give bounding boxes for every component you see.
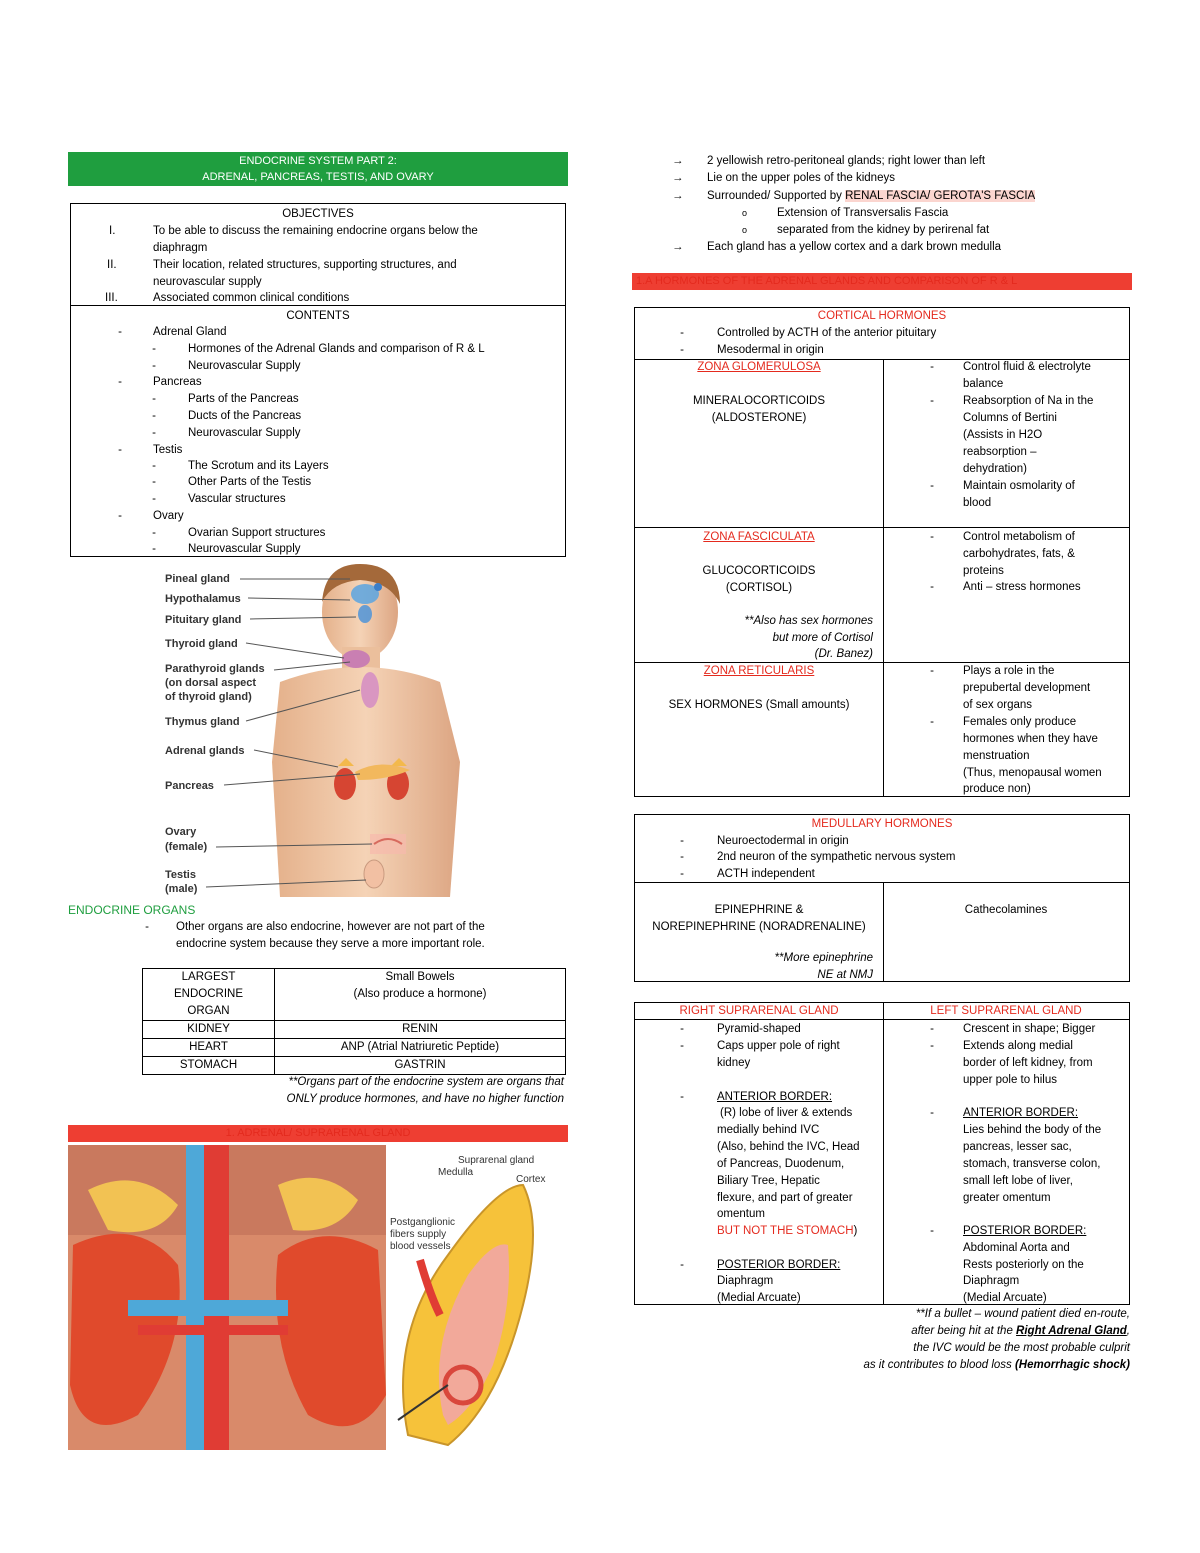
fasciculata-b1-2: carbohydrates, fats, & (963, 548, 1075, 560)
right-ant-1: (R) lobe of liver & extends (720, 1107, 853, 1119)
right-ant-6: flexure, and part of greater (717, 1192, 853, 1204)
final-note-4a: as it contributes to blood loss (863, 1359, 1015, 1371)
fig1-label-thyroid: Thyroid gland (165, 638, 238, 650)
fig1-label-pancreas: Pancreas (165, 780, 214, 792)
table-head-left-3: ORGAN (187, 1005, 230, 1017)
left-posterior-title: POSTERIOR BORDER: (963, 1225, 1087, 1237)
contents-ovary-sub-2: Neurovascular Supply (188, 543, 301, 555)
contents-pancreas: Pancreas (153, 376, 202, 388)
reticularis-b1-3: of sex organs (963, 699, 1033, 711)
reticularis-b2-3: menstruation (963, 750, 1030, 762)
intro-line-3a: Surrounded/ Supported by (707, 190, 842, 202)
contents-pancreas-sub-2: Ducts of the Pancreas (188, 410, 302, 422)
intro-line-5: separated from the kidney by perirenal fat (777, 224, 990, 236)
objective-num-2: II. (107, 259, 117, 271)
objective-num-3: III. (105, 292, 118, 304)
left-post-4: (Medial Arcuate) (963, 1292, 1047, 1304)
fig1-label-ovary: Ovary (165, 826, 197, 838)
fig2-label-cortex: Cortex (516, 1174, 546, 1185)
contents-adrenal: Adrenal Gland (153, 326, 227, 338)
left-ant-1: Lies behind the body of the (963, 1124, 1102, 1136)
glomerulosa-b3-1: Maintain osmolarity of (963, 480, 1075, 492)
table-head-left-1: LARGEST (181, 971, 236, 983)
contents-pancreas-sub-1: Parts of the Pancreas (188, 393, 299, 405)
right-b1: Pyramid-shaped (717, 1023, 801, 1035)
section-1a-banner (632, 273, 1132, 290)
title-banner (68, 152, 568, 186)
fig1-label-parathyroid-3: of thyroid gland) (165, 691, 252, 703)
fasciculata-b1-1: Control metabolism of (963, 531, 1075, 543)
right-post-1: Diaphragm (717, 1275, 774, 1287)
left-post-3: Diaphragm (963, 1275, 1020, 1287)
table-row-hormone: RENIN (275, 1021, 566, 1039)
contents-ovary-sub-1: Ovarian Support structures (188, 527, 326, 539)
right-ant-3: (Also, behind the IVC, Head (717, 1141, 860, 1153)
glomerulosa-b2-3: (Assists in H2O (963, 429, 1043, 441)
fig2-label-vessels: blood vessels (390, 1241, 451, 1252)
table-row-organ: KIDNEY (143, 1021, 275, 1039)
table-row-organ: STOMACH (143, 1057, 275, 1075)
zona-reticularis-title: ZONA RETICULARIS (703, 665, 815, 677)
fasciculata-note-1: **Also has sex hormones (744, 615, 873, 627)
right-anterior-title: ANTERIOR BORDER: (717, 1091, 833, 1103)
right-b2-2: kidney (717, 1057, 751, 1069)
section-1a-title: 1.A HORMONES OF THE ADRENAL GLANDS AND COMPARISON OF R & L (636, 275, 1018, 287)
fig1-label-parathyroid: Parathyroid glands (165, 663, 265, 675)
fig1-label-pineal: Pineal gland (165, 573, 230, 585)
objectives-contents-box: OBJECTIVES I. To be able to discuss the remaining endocrine organs below the diaphragm II. Their location, related structures, supporting structures, and neurovascular supply III. Associated common clinical conditions CONTENTS - Adrenal Gland - Hormones of the Adrenal Glands and comparison of R & L - Neurovascular Supply - Pancreas - Parts of the Pancreas - Ducts of the Pancreas - Neurovascular Supply - Testis - The Scrotum and its Layers - Other Parts of the Testis - Vascular structures - Ovary - Ovarian Support structures - Neurovascular Supply (70, 203, 566, 557)
left-ant-2: pancreas, lesser sac, (963, 1141, 1072, 1153)
title-line-1: ENDOCRINE SYSTEM PART 2: (239, 155, 397, 167)
largest-organ-table (142, 968, 566, 1075)
fig1-label-parathyroid-2: (on dorsal aspect (165, 677, 257, 689)
title-line-2: ADRENAL, PANCREAS, TESTIS, AND OVARY (202, 171, 434, 183)
fig2-label-medulla: Medulla (438, 1167, 474, 1178)
endocrine-organs-text-2: endocrine system because they serve a more important role. (176, 938, 485, 950)
right-suprarenal-title: RIGHT SUPRARENAL GLAND (679, 1005, 839, 1017)
cathecolamines: Cathecolamines (964, 904, 1048, 916)
endocrine-body-figure (160, 562, 460, 897)
gerota-fascia-highlight: RENAL FASCIA/ GEROTA'S FASCIA (845, 190, 1036, 202)
contents-heading: CONTENTS (286, 310, 350, 322)
reticularis-b1-1: Plays a role in the (963, 665, 1055, 677)
left-ant-3: stomach, transverse colon, (963, 1158, 1101, 1170)
objective-2-line-1: Their location, related structures, supporting structures, and (153, 259, 457, 271)
intro-line-3 (707, 188, 1035, 205)
fig1-label-adrenal: Adrenal glands (165, 745, 245, 757)
table-row-hormone: GASTRIN (275, 1057, 566, 1075)
medullary-bullet-3: ACTH independent (717, 868, 815, 880)
reticularis-b1-2: prepubertal development (963, 682, 1091, 694)
right-ant-4: of Pancreas, Duodenum, (717, 1158, 845, 1170)
objective-1-line-2: diaphragm (153, 242, 208, 254)
zona-glomerulosa-title: ZONA GLOMERULOSA (697, 361, 821, 373)
fig1-label-female: (female) (165, 841, 208, 853)
medullary-hormones-table: MEDULLARY HORMONES - Neuroectodermal in origin - 2nd neuron of the sympathetic nervous system - ACTH independent EPINEPHRINE & NOREPINEPHRINE (NORADRENALINE) **More epinephrine NE at NMJ Cathecolamines (634, 814, 1130, 982)
contents-testis-sub-3: Vascular structures (188, 493, 286, 505)
table-head-right-1: Small Bowels (385, 971, 455, 983)
suprarenal-comparison-table: RIGHT SUPRARENAL GLAND LEFT SUPRARENAL GLAND - Pyramid-shaped - Caps upper pole of right kidney - ANTERIOR BORDER: (R) lobe of liver & extends medially behind IVC (Also, behind the IVC, Head of Pancreas, Duodenum, Biliary Tree, Hepatic flexure, and part of greater omentum BUT NOT THE STOMACH) - POSTERIOR BORDER: Diaphragm (Medial Arcuate) - Crescent in shape; Bigger - Extends along medial border of left kidney, from upper pole to hilus - ANTERIOR BORDER: Lies behind the body of the pancreas, lesser sac, stomach, transverse colon, small left lobe of liver, greater omentum - POSTERIOR BORDER: Abdominal Aorta and Rests posteriorly on the Diaphragm (Medial Arcuate) (634, 1002, 1130, 1305)
medullary-bullet-1: Neuroectodermal in origin (717, 835, 849, 847)
objective-1-line-1: To be able to discuss the remaining endocrine organs below the (153, 225, 478, 237)
section-1-banner (68, 1125, 568, 1142)
fig1-label-male: (male) (165, 883, 198, 895)
glomerulosa-b1-2: balance (963, 378, 1004, 390)
fig2-label-postganglionic: Postganglionic (390, 1217, 456, 1228)
right-ant-7: omentum (717, 1208, 765, 1220)
not-the-stomach: BUT NOT THE STOMACH (717, 1225, 854, 1237)
glomerulosa-b2-1: Reabsorption of Na in the (963, 395, 1094, 407)
sex-hormones: SEX HORMONES (Small amounts) (668, 699, 850, 711)
cortisol: (CORTISOL) (725, 582, 793, 594)
organs-note-2: ONLY produce hormones, and have no higher function (286, 1093, 564, 1105)
left-anterior-title: ANTERIOR BORDER: (963, 1107, 1079, 1119)
table-head-right-2: (Also produce a hormone) (353, 988, 487, 1000)
mineralocorticoids: MINERALOCORTICOIDS (692, 395, 826, 407)
left-post-2: Rests posteriorly on the (963, 1259, 1084, 1271)
table-row-organ: HEART (143, 1039, 275, 1057)
cortical-hormones-table: CORTICAL HORMONES - Controlled by ACTH of the anterior pituitary - Mesodermal in origin ZONA GLOMERULOSA MINERALOCORTICOIDS (ALDOSTERONE) - Control fluid & electrolyte balance - Reabsorption of Na in the Columns of Bertini (Assists in H2O reabsorption – dehydration) - Maintain osmolarity of blood ZONA FASCICULATA GLUCOCORTICOIDS (CORTISOL) **Also has sex hormones but more of Cortisol (Dr. Banez) - Control metabolism of carbohydrates, fats, & proteins - Anti – stress hormones ZONA RETICULARIS SEX HORMONES (Small amounts) - Plays a role in the prepubertal development of sex organs - Females only produce hormones when they have menstruation (Thus, menopausal women produce non) (634, 307, 1130, 797)
right-b2-1: Caps upper pole of right (717, 1040, 840, 1052)
reticularis-b2-5: produce non) (963, 783, 1031, 795)
aldosterone: (ALDOSTERONE) (711, 412, 807, 424)
cortical-bullet-1: Controlled by ACTH of the anterior pituitary (717, 327, 937, 339)
final-note-4 (863, 1357, 1130, 1374)
glomerulosa-b2-5: dehydration) (963, 463, 1027, 475)
fasciculata-note-3: (Dr. Banez) (814, 648, 873, 660)
final-note-3: the IVC would be the most probable culprit (913, 1342, 1130, 1354)
intro-line-2: Lie on the upper poles of the kidneys (707, 172, 895, 184)
fig2-label-fibers: fibers supply (390, 1229, 447, 1240)
zona-fasciculata-title: ZONA FASCICULATA (703, 531, 815, 543)
glomerulosa-b3-2: blood (963, 497, 992, 509)
left-b2-1: Extends along medial (963, 1040, 1073, 1052)
right-adrenal-gland-emph: Right Adrenal Gland (1016, 1325, 1127, 1337)
fasciculata-b2-1: Anti – stress hormones (963, 581, 1081, 593)
medullary-left-1: EPINEPHRINE & (714, 904, 804, 916)
contents-testis-sub-2: Other Parts of the Testis (188, 476, 312, 488)
glucocorticoids: GLUCOCORTICOIDS (702, 565, 816, 577)
section-1-title: 1. ADRENAL/ SUPRARENAL GLAND (225, 1127, 411, 1139)
organs-note-1: **Organs part of the endocrine system are organs that (288, 1076, 564, 1088)
medullary-note-2: NE at NMJ (817, 969, 873, 981)
contents-testis-sub-1: The Scrotum and its Layers (188, 460, 329, 472)
contents-adrenal-sub-2: Neurovascular Supply (188, 360, 301, 372)
final-note-2 (911, 1323, 1130, 1340)
final-note-2c: , (1126, 1325, 1130, 1337)
endocrine-organs-heading: ENDOCRINE ORGANS (68, 903, 196, 917)
left-ant-5: greater omentum (963, 1192, 1051, 1204)
contents-testis: Testis (153, 444, 183, 456)
right-ant-5: Biliary Tree, Hepatic (717, 1175, 820, 1187)
glomerulosa-b2-2: Columns of Bertini (963, 412, 1057, 424)
fig1-label-pituitary: Pituitary gland (165, 614, 242, 626)
reticularis-b2-4: (Thus, menopausal women (963, 767, 1102, 779)
left-b2-3: upper pole to hilus (963, 1074, 1057, 1086)
contents-adrenal-sub-1: Hormones of the Adrenal Glands and comparison of R & L (188, 343, 485, 355)
medullary-left-2: NOREPINEPHRINE (NORADRENALINE) (652, 921, 866, 933)
right-ant-2: medially behind IVC (717, 1124, 820, 1136)
fasciculata-note-2: but more of Cortisol (772, 632, 873, 644)
cortical-heading: CORTICAL HORMONES (817, 310, 947, 322)
left-suprarenal-title: LEFT SUPRARENAL GLAND (930, 1005, 1082, 1017)
cortical-bullet-2: Mesodermal in origin (717, 344, 824, 356)
hemorrhagic-shock: (Hemorrhagic shock) (1014, 1359, 1130, 1371)
left-post-1: Abdominal Aorta and (963, 1242, 1070, 1254)
table-row-hormone: ANP (Atrial Natriuretic Peptide) (275, 1039, 566, 1057)
kidney-anatomy-figure (68, 1145, 551, 1450)
contents-pancreas-sub-3: Neurovascular Supply (188, 427, 301, 439)
objective-num-1: I. (109, 225, 116, 237)
medullary-bullet-2: 2nd neuron of the sympathetic nervous system (717, 851, 956, 863)
final-note-2a: after being hit at the (911, 1325, 1017, 1337)
final-note-1: **If a bullet – wound patient died en-route, (915, 1308, 1130, 1320)
fasciculata-b1-3: proteins (963, 565, 1004, 577)
medullary-heading: MEDULLARY HORMONES (811, 818, 953, 830)
right-posterior-title: POSTERIOR BORDER: (717, 1259, 841, 1271)
fig2-label-suprarenal: Suprarenal gland (458, 1155, 535, 1166)
reticularis-b2-1: Females only produce (963, 716, 1077, 728)
fig1-label-testis: Testis (165, 869, 196, 881)
left-ant-4: small left lobe of liver, (963, 1175, 1073, 1187)
objective-3-line-1: Associated common clinical conditions (153, 292, 350, 304)
right-ant-red-line: BUT NOT THE STOMACH) (717, 1225, 858, 1237)
intro-line-6: Each gland has a yellow cortex and a dark brown medulla (707, 241, 1002, 253)
contents-ovary: Ovary (153, 510, 184, 522)
right-post-2: (Medial Arcuate) (717, 1292, 801, 1304)
intro-line-1: 2 yellowish retro-peritoneal glands; right lower than left (707, 155, 986, 167)
objective-2-line-2: neurovascular supply (153, 276, 262, 288)
medullary-note-1: **More epinephrine (774, 952, 873, 964)
table-head-left-2: ENDOCRINE (173, 988, 243, 1000)
fig1-label-hypothalamus: Hypothalamus (165, 593, 241, 605)
intro-line-4: Extension of Transversalis Fascia (777, 207, 949, 219)
reticularis-b2-2: hormones when they have (963, 733, 1098, 745)
glomerulosa-b1-1: Control fluid & electrolyte (963, 361, 1091, 373)
fig1-label-thymus: Thymus gland (165, 716, 240, 728)
left-b1: Crescent in shape; Bigger (963, 1023, 1096, 1035)
glomerulosa-b2-4: reabsorption – (963, 446, 1037, 458)
left-b2-2: border of left kidney, from (963, 1057, 1093, 1069)
objectives-heading: OBJECTIVES (282, 208, 354, 220)
endocrine-organs-text-1: Other organs are also endocrine, however are not part of the (176, 921, 485, 933)
